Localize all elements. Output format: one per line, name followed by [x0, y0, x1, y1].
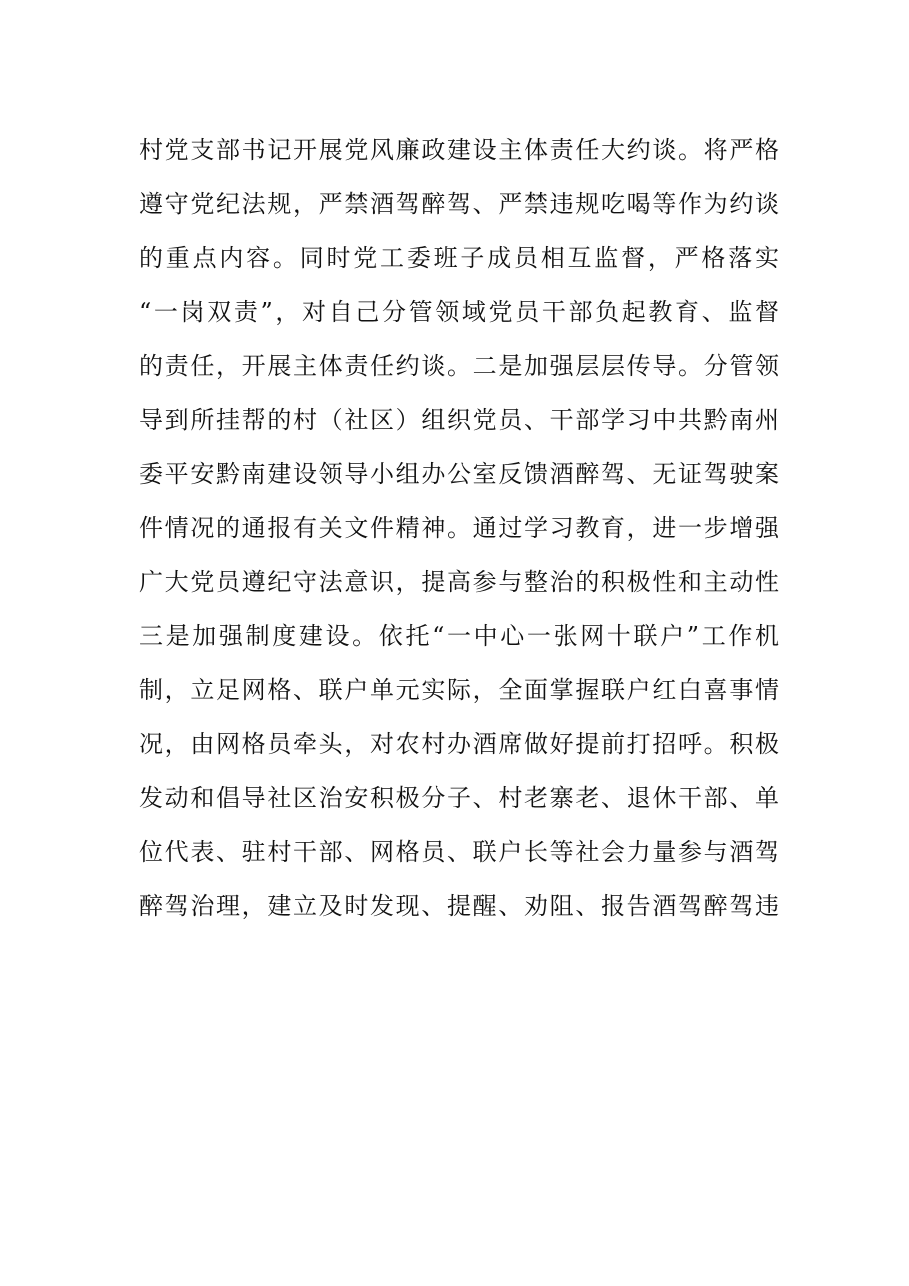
text-line: 导到所挂帮的村（社区）组织党员、干部学习中共黔南州 [139, 406, 779, 434]
text-line: 况，由网格员牵头，对农村办酒席做好提前打招呼。积极 [139, 730, 779, 758]
text-line: 的重点内容。同时党工委班子成员相互监督，严格落实 [139, 244, 779, 272]
body-paragraph [139, 123, 779, 933]
text-line: 委平安黔南建设领导小组办公室反馈酒醉驾、无证驾驶案 [139, 460, 779, 488]
text-line: 三是加强制度建设。依托“一中心一张网十联户”工作机 [139, 622, 779, 650]
text-line: 广大党员遵纪守法意识，提高参与整治的积极性和主动性 [139, 568, 779, 596]
text-line: 的责任，开展主体责任约谈。二是加强层层传导。分管领 [139, 352, 779, 380]
text-line: 位代表、驻村干部、网格员、联户长等社会力量参与酒驾 [139, 838, 779, 866]
text-line: “一岗双责”，对自己分管领域党员干部负起教育、监督 [139, 298, 779, 326]
text-line: 件情况的通报有关文件精神。通过学习教育，进一步增强 [139, 514, 779, 542]
text-line: 制，立足网格、联户单元实际，全面掌握联户红白喜事情 [139, 676, 779, 704]
text-line: 发动和倡导社区治安积极分子、村老寨老、退休干部、单 [139, 784, 779, 812]
text-line: 遵守党纪法规，严禁酒驾醉驾、严禁违规吃喝等作为约谈 [139, 190, 779, 218]
text-line: 醉驾治理，建立及时发现、提醒、劝阻、报告酒驾醉驾违 [139, 892, 779, 920]
text-line: 村党支部书记开展党风廉政建设主体责任大约谈。将严格 [139, 136, 779, 164]
